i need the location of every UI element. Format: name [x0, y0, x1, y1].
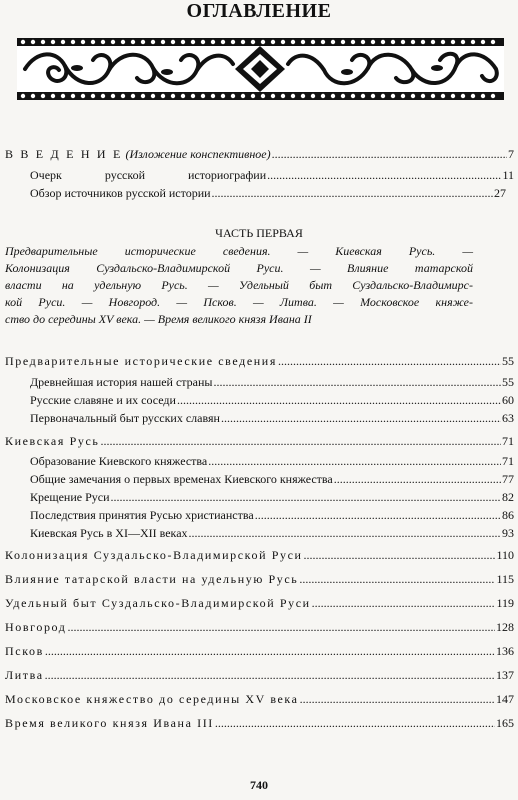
toc-subentry-label: Киевская Русь в XI—XII веках	[30, 526, 188, 540]
toc-section-label: Псков	[5, 644, 44, 658]
toc-section-label: Удельный быт Суздальско-Владимирской Руси	[5, 596, 311, 610]
toc-subentry[interactable]	[30, 411, 514, 426]
toc-subentry[interactable]	[30, 526, 514, 541]
toc-page-number: 136	[496, 644, 514, 658]
toc-subentry-label: Древнейшая история нашей страны	[30, 375, 213, 389]
toc-section-label: Колонизация Суздальско-Владимирской Руси	[5, 548, 303, 562]
toc-section[interactable]	[5, 668, 514, 683]
dot-leader	[299, 572, 495, 587]
part-heading: ЧАСТЬ ПЕРВАЯ	[215, 226, 303, 240]
summary-line: кой Руси. — Новгород. — Псков. — Литва. — Московское княже-	[5, 295, 473, 309]
toc-section[interactable]	[5, 354, 514, 369]
toc-page-number: 128	[496, 620, 514, 634]
toc-section[interactable]	[5, 548, 514, 563]
toc-page-number: 55	[502, 375, 514, 389]
toc-section[interactable]	[5, 716, 514, 731]
dot-leader	[68, 620, 495, 635]
page-number: 740	[250, 778, 268, 792]
summary-line: Предварительные исторические сведения. — Киевская Русь. —	[5, 244, 473, 258]
toc-intro-note: (Изложение конспективное)	[125, 147, 271, 161]
toc-intro[interactable]	[5, 147, 514, 162]
toc-subentry-label: Последствия принятия Русью христианства	[30, 508, 254, 522]
dot-leader	[300, 692, 495, 707]
toc-section[interactable]	[5, 434, 514, 449]
toc-subentry[interactable]	[30, 168, 514, 183]
toc-subentry[interactable]	[30, 490, 514, 505]
toc-subentry-label: Очерк русской историографии	[30, 168, 267, 182]
toc-subentry-label: Образование Киевского княжества	[30, 454, 208, 468]
toc-section-label: Московское княжество до середины XV века	[5, 692, 299, 706]
toc-section-label: Влияние татарской власти на удельную Русь	[5, 572, 299, 586]
dot-leader	[304, 548, 496, 563]
dot-leader	[208, 454, 501, 469]
toc-page-number: 27	[494, 186, 506, 200]
dot-leader	[45, 644, 495, 659]
dot-leader	[278, 354, 501, 369]
toc-intro-label: В В Е Д Е Н И Е	[5, 147, 123, 161]
dot-leader	[334, 472, 501, 487]
dot-leader	[272, 147, 507, 162]
page-title: ОГЛАВЛЕНИЕ	[186, 0, 332, 22]
toc-section[interactable]	[5, 644, 514, 659]
dot-leader	[189, 526, 501, 541]
summary-line: ство до середины XV века. — Время великого князя Ивана II	[5, 312, 312, 326]
toc-page-number: 55	[502, 354, 514, 368]
toc-page-number: 82	[502, 490, 514, 504]
toc-page-number: 147	[496, 692, 514, 706]
decorative-ornament-band	[17, 38, 504, 100]
toc-page-number: 137	[496, 668, 514, 682]
part-summary	[5, 243, 473, 328]
toc-page-number: 71	[502, 434, 514, 448]
toc-section-label: Новгород	[5, 620, 67, 634]
toc-subentry[interactable]	[30, 454, 514, 469]
summary-line: власти на удельную Русь. — Удельный быт Суздальско-Владимирс-	[5, 278, 473, 292]
dot-leader	[255, 508, 501, 523]
toc-page-number: 60	[502, 393, 514, 407]
toc-section[interactable]	[5, 620, 514, 635]
toc-page-number: 7	[508, 147, 514, 161]
dot-leader	[212, 186, 493, 201]
toc-section[interactable]	[5, 572, 514, 587]
toc-subentry[interactable]	[30, 375, 514, 390]
toc-section[interactable]	[5, 596, 514, 611]
toc-section-label: Литва	[5, 668, 44, 682]
toc-page-number: 110	[496, 548, 514, 562]
toc-subentry-label: Обзор источников русской истории	[30, 186, 211, 200]
toc-subentry[interactable]	[30, 186, 506, 201]
toc-page-number: 63	[502, 411, 514, 425]
toc-subentry-label: Крещение Руси	[30, 490, 110, 504]
toc-subentry[interactable]	[30, 508, 514, 523]
dot-leader	[177, 393, 501, 408]
toc-section[interactable]	[5, 692, 514, 707]
summary-line: Колонизация Суздальско-Владимирской Руси. — Влияние татарской	[5, 261, 473, 275]
toc-subentry-label: Русские славяне и их соседи	[30, 393, 176, 407]
dot-leader	[221, 411, 501, 426]
dot-leader	[215, 716, 495, 731]
toc-section-label: Предварительные исторические сведения	[5, 354, 277, 368]
toc-page-number: 165	[496, 716, 514, 730]
dot-leader	[45, 668, 495, 683]
dot-leader	[267, 168, 501, 183]
dot-leader	[312, 596, 496, 611]
dot-leader	[100, 434, 501, 449]
toc-page-number: 71	[502, 454, 514, 468]
toc-page-number: 115	[496, 572, 514, 586]
toc-page-number: 93	[502, 526, 514, 540]
toc-subentry-label: Общие замечания о первых временах Киевского княжества	[30, 472, 333, 486]
toc-page-number: 119	[496, 596, 514, 610]
toc-subentry-label: Первоначальный быт русских славян	[30, 411, 220, 425]
toc-page-number: 86	[502, 508, 514, 522]
toc-subentry[interactable]	[30, 393, 514, 408]
toc-section-label: Киевская Русь	[5, 434, 100, 448]
dot-leader	[213, 375, 501, 390]
dot-leader	[111, 490, 502, 505]
toc-section-label: Время великого князя Ивана III	[5, 716, 214, 730]
toc-subentry[interactable]	[30, 472, 514, 487]
toc-page-number: 77	[502, 472, 514, 486]
toc-page-number: 11	[502, 168, 514, 182]
